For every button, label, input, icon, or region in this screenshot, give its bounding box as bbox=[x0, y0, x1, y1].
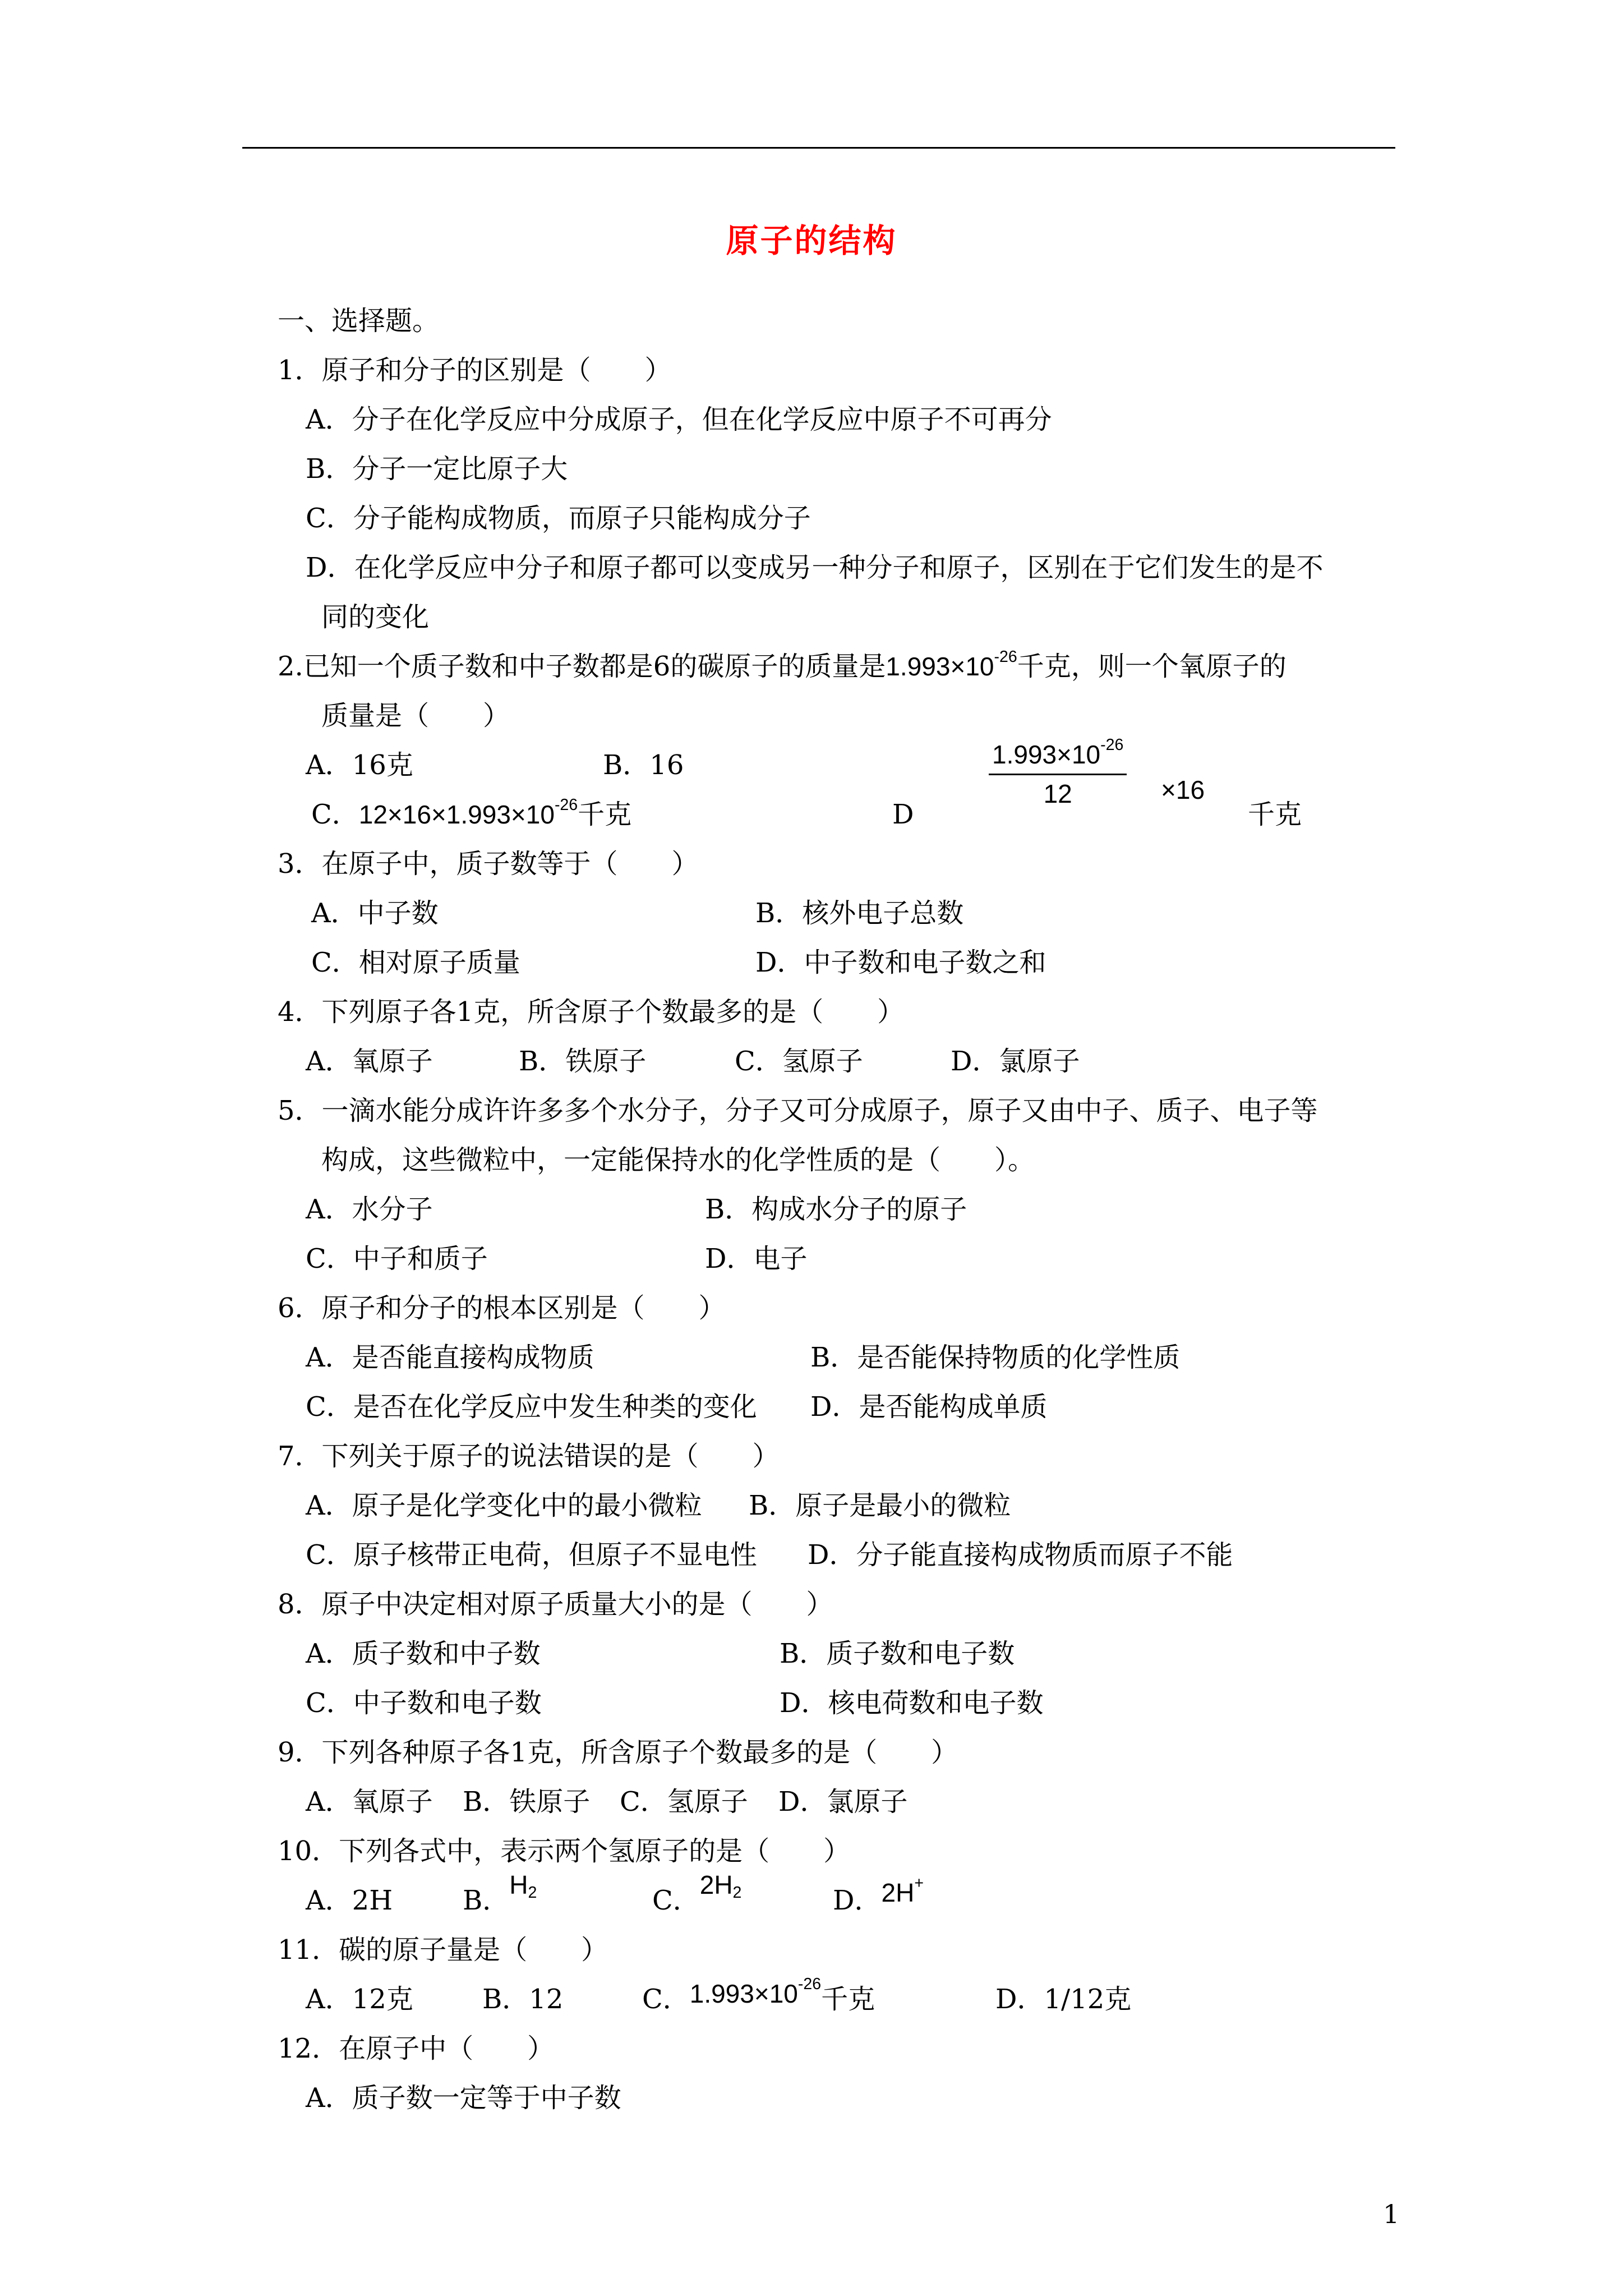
page-title: 原子的结构 bbox=[726, 222, 897, 260]
question-11-option-c: C．$1.993\times 10^{-26}$千克 bbox=[642, 1975, 875, 2015]
question-5-option-c: C．中子和质子 bbox=[306, 1243, 488, 1274]
question-5-options-cd bbox=[278, 1234, 1399, 1283]
question-3-options-cd bbox=[278, 938, 1399, 987]
question-7-options-ab bbox=[278, 1481, 1399, 1530]
question-7-stem: 7．下列关于原子的说法错误的是（ ） bbox=[278, 1441, 780, 1472]
question-1-option-b: B．分子一定比原子大 bbox=[306, 453, 568, 485]
question-5-option-b: B．构成水分子的原子 bbox=[705, 1194, 967, 1225]
option-d-fraction: $\frac{1.993\times 10^{-26}}{12}$ bbox=[989, 739, 1127, 809]
question-3-options-ab bbox=[278, 889, 1399, 938]
question-6-option-a: A．是否能直接构成物质 bbox=[306, 1342, 594, 1373]
question-list bbox=[278, 296, 1399, 2123]
question-5-stem: 5．一滴水能分成许许多多个水分子，分子又可分成原子，原子又由中子、质子、电子等 bbox=[278, 1095, 1318, 1126]
question-10-option-a: A．2H bbox=[306, 1885, 393, 1916]
page-number: 1 bbox=[1383, 2199, 1400, 2229]
carbon-mass-formula-2: $1.993\times 10^{-26}$ bbox=[689, 1975, 822, 2008]
question-2-options-ab bbox=[278, 740, 1399, 790]
h2-formula: $H_2$ bbox=[509, 1870, 537, 1902]
question-4-option-a: A．氧原子 bbox=[306, 1046, 433, 1077]
question-10-options bbox=[278, 1870, 1399, 1925]
question-9-option-c: C．氢原子 bbox=[620, 1786, 748, 1818]
question-10-stem: 10．下列各式中，表示两个氢原子的是（ ） bbox=[278, 1835, 851, 1867]
question-1-option-a: A．分子在化学反应中分成原子，但在化学反应中原子不可再分 bbox=[306, 404, 1052, 435]
question-7-option-b: B．原子是最小的微粒 bbox=[749, 1490, 1011, 1521]
question-3-option-d: D．中子数和电子数之和 bbox=[755, 947, 1046, 978]
question-3-stem: 3．在原子中，质子数等于（ ） bbox=[278, 848, 699, 880]
question-7-options-cd bbox=[278, 1530, 1399, 1580]
header-rule bbox=[242, 147, 1395, 149]
question-6-option-d: D．是否能构成单质 bbox=[810, 1391, 1048, 1423]
carbon-mass-formula: $1.993\times 10^{-26}$ bbox=[886, 647, 1017, 681]
question-11-stem: 11．碳的原子量是（ ） bbox=[278, 1934, 608, 1966]
question-8-option-b: B．质子数和电子数 bbox=[780, 1638, 1015, 1669]
question-1-option-d-cont: 同的变化 bbox=[321, 601, 430, 633]
question-9-option-d: D．氯原子 bbox=[778, 1786, 908, 1818]
question-12-option-a: A．质子数一定等于中子数 bbox=[306, 2082, 621, 2114]
question-11-option-b: B．12 bbox=[482, 1984, 564, 2015]
question-5-stem-cont: 构成，这些微粒中，一定能保持水的化学性质的是（ ）。 bbox=[321, 1144, 1035, 1176]
option-d-multiplier: ×16 bbox=[1161, 775, 1205, 804]
question-3-option-a: A．中子数 bbox=[311, 898, 439, 929]
question-1-option-c: C．分子能构成物质，而原子只能构成分子 bbox=[306, 503, 811, 534]
question-4-option-b: B．铁原子 bbox=[519, 1046, 647, 1077]
question-4-option-d: D．氯原子 bbox=[951, 1046, 1080, 1077]
question-1-option-d: D．在化学反应中分子和原子都可以变成另一种分子和原子，区别在于它们发生的是不 bbox=[306, 552, 1324, 583]
question-4-option-c: C．氢原子 bbox=[735, 1046, 863, 1077]
question-9-option-a: A．氧原子 bbox=[306, 1786, 433, 1818]
question-6-options-ab bbox=[278, 1333, 1399, 1382]
question-9-option-b: B．铁原子 bbox=[463, 1786, 591, 1818]
question-8-stem: 8．原子中决定相对原子质量大小的是（ ） bbox=[278, 1589, 833, 1620]
question-5-option-d: D．电子 bbox=[705, 1243, 808, 1274]
question-2-option-d-label: D bbox=[892, 799, 914, 830]
question-2-stem-cont: 质量是（ ） bbox=[321, 700, 510, 731]
question-6-stem: 6．原子和分子的根本区别是（ ） bbox=[278, 1292, 726, 1324]
question-9-options bbox=[278, 1777, 1399, 1826]
question-11-option-a: A．12克 bbox=[306, 1984, 413, 2015]
question-6-option-c: C．是否在化学反应中发生种类的变化 bbox=[306, 1391, 757, 1423]
question-8-options-ab bbox=[278, 1629, 1399, 1678]
question-11-option-d: D．1/12克 bbox=[995, 1984, 1132, 2015]
section-heading: 一、选择题。 bbox=[278, 305, 440, 337]
option-c-formula: $12\times 16\times 1.993\times 10^{-26}$ bbox=[358, 795, 578, 829]
question-5-options-ab bbox=[278, 1185, 1399, 1234]
question-2-option-b: B．16 bbox=[603, 749, 684, 781]
question-9-stem: 9．下列各种原子各1克，所含原子个数最多的是（ ） bbox=[278, 1737, 958, 1768]
question-1-stem: 1．原子和分子的区别是（ ） bbox=[278, 355, 672, 386]
question-8-option-a: A．质子数和中子数 bbox=[306, 1638, 541, 1669]
question-2-option-d-unit: 千克 bbox=[1248, 799, 1302, 830]
question-2-stem: 2.已知一个质子数和中子数都是6的碳原子的质量是$1.993\times 10^{-26}$千克，则一个氧原子的 bbox=[278, 647, 1287, 682]
question-10-option-c: C．$2H_2$ bbox=[652, 1870, 742, 1916]
question-2-option-a: A．16克 bbox=[306, 749, 413, 781]
question-12-stem: 12．在原子中（ ） bbox=[278, 2033, 555, 2064]
question-7-option-d: D．分子能直接构成物质而原子不能 bbox=[808, 1539, 1233, 1571]
question-5-option-a: A．水分子 bbox=[306, 1194, 433, 1225]
question-7-option-a: A．原子是化学变化中的最小微粒 bbox=[306, 1490, 702, 1521]
question-10-option-b: B．$H_2$ bbox=[463, 1870, 537, 1916]
question-4-stem: 4．下列原子各1克，所含原子个数最多的是（ ） bbox=[278, 996, 905, 1028]
question-6-options-cd bbox=[278, 1382, 1399, 1432]
2h2-formula: $2H_2$ bbox=[699, 1870, 742, 1902]
question-3-option-b: B．核外电子总数 bbox=[755, 898, 964, 929]
question-11-options bbox=[278, 1975, 1399, 2024]
question-7-option-c: C．原子核带正电荷，但原子不显电性 bbox=[306, 1539, 757, 1571]
question-4-options bbox=[278, 1037, 1399, 1086]
question-8-option-d: D．核电荷数和电子数 bbox=[780, 1687, 1044, 1719]
question-3-option-c: C．相对原子质量 bbox=[311, 947, 520, 978]
question-8-options-cd bbox=[278, 1678, 1399, 1728]
question-8-option-c: C．中子数和电子数 bbox=[306, 1687, 542, 1719]
question-2-option-c: C．$12\times 16\times 1.993\times 10^{-26}$千克 bbox=[311, 795, 632, 830]
question-6-option-b: B．是否能保持物质的化学性质 bbox=[810, 1342, 1181, 1373]
question-10-option-d: D．2H+ bbox=[833, 1874, 924, 1916]
2h-plus-formula: 2H+ bbox=[881, 1874, 924, 1907]
